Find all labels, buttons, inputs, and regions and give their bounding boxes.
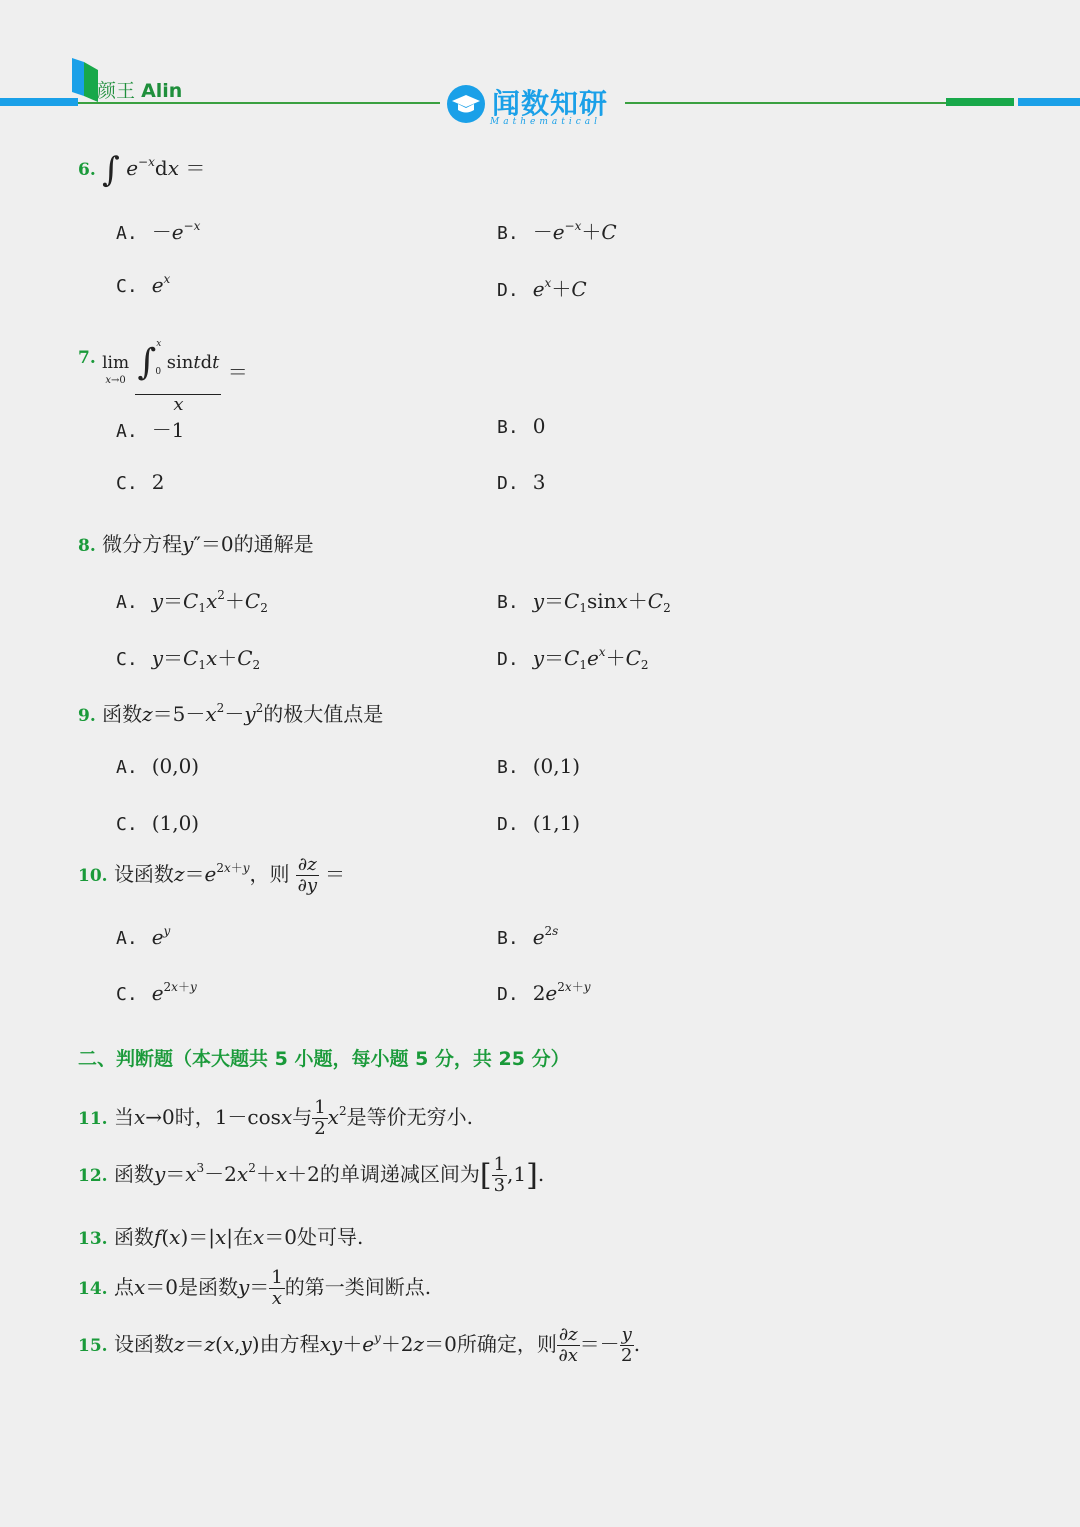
option-c: C. $e^{2x+y}$: [116, 980, 197, 1005]
question-8: 8. 微分方程y″＝0的通解是: [78, 532, 314, 556]
brand-logo-icon: [70, 56, 100, 104]
header-rule-right: [1018, 98, 1080, 106]
page-header: [0, 0, 1080, 140]
question-9: 9. 函数$z=5-x^2-y^2$的极大值点是: [78, 701, 384, 726]
header-rule-green: [946, 98, 1014, 106]
option-a: A. $y=C_1x^2+C_2$: [116, 588, 268, 615]
question-number: 6.: [78, 160, 96, 180]
option-a: A. $e^y$: [116, 924, 171, 949]
brand-name: [97, 76, 182, 103]
question-12: 12. 函数$y=x^3-2x^2+x+2$的单调递减区间为[ $\frac{1}{3}$ ,1].: [78, 1154, 545, 1196]
option-d: D. 3: [497, 470, 546, 494]
option-b: B. 0: [497, 414, 546, 438]
brand-chinese: 颜王: [97, 80, 136, 102]
option-d: D. (1,1): [497, 811, 581, 835]
center-title: 闻数知研: [492, 87, 609, 120]
option-b: B. (0,1): [497, 754, 581, 778]
question-14: 14. 点x＝0是函数y＝ $\frac{1}{x}$ 的第一类间断点.: [78, 1267, 432, 1309]
option-b: B. $e^{2s}$: [497, 924, 559, 949]
question-11: 11. 当x→0时，1－cosx与 $\frac{1}{2}$ $x^2$是等价无穷小.: [78, 1097, 473, 1139]
question-number: 12.: [78, 1166, 108, 1186]
question-6: 6. ∫ $e^{-x}dx$ ＝: [78, 150, 206, 190]
header-rule-left: [0, 98, 78, 106]
question-10: 10. 设函数$z=e^{2x+y}$，则 $\frac{\partial z}{\partial y}$ ＝: [78, 854, 346, 896]
question-15: 15. 设函数z＝z(x,y)由方程$xy+e^y+2z=0$所确定，则 $\frac{\partial z}{\partial x}$ ＝－ $\frac{y}{2}$ .: [78, 1324, 641, 1366]
question-number: 14.: [78, 1279, 108, 1299]
question-number: 15.: [78, 1336, 108, 1356]
question-13: 13. 函数f(x)＝|x|在x＝0处可导.: [78, 1225, 364, 1249]
center-subtitle: Mathematical: [490, 117, 601, 127]
center-logo: [440, 78, 625, 136]
option-b: B. $y=C_1\sin x+C_2$: [497, 589, 671, 615]
option-a: A. $-e^{-x}$: [116, 219, 201, 244]
option-a: A. (0,0): [116, 754, 200, 778]
option-d: D. $e^x+C$: [497, 276, 587, 301]
question-7: 7. lim x→0 $\frac{\int^x_0 sintdt}{x}$ ＝: [78, 322, 248, 415]
option-c: C. $e^x$: [116, 272, 171, 297]
section-title: 二、判断题（本大题共 5 小题，每小题 5 分，共 25 分）: [78, 1048, 570, 1070]
graduation-cap-icon: [446, 84, 486, 124]
question-number: 10.: [78, 866, 108, 886]
option-c: C. (1,0): [116, 811, 200, 835]
question-number: 9.: [78, 706, 96, 726]
option-c: C. $y=C_1x+C_2$: [116, 646, 261, 672]
option-c: C. 2: [116, 470, 165, 494]
option-d: D. $y=C_1e^x+C_2$: [497, 645, 649, 672]
question-number: 8.: [78, 536, 96, 556]
question-number: 11.: [78, 1109, 108, 1129]
option-d: D. $2e^{2x+y}$: [497, 980, 591, 1005]
option-a: A. －1: [116, 418, 185, 442]
question-number: 13.: [78, 1229, 108, 1249]
option-b: B. $-e^{-x}+C$: [497, 219, 617, 244]
brand-latin: Alin: [141, 80, 183, 102]
question-number: 7.: [78, 348, 96, 368]
